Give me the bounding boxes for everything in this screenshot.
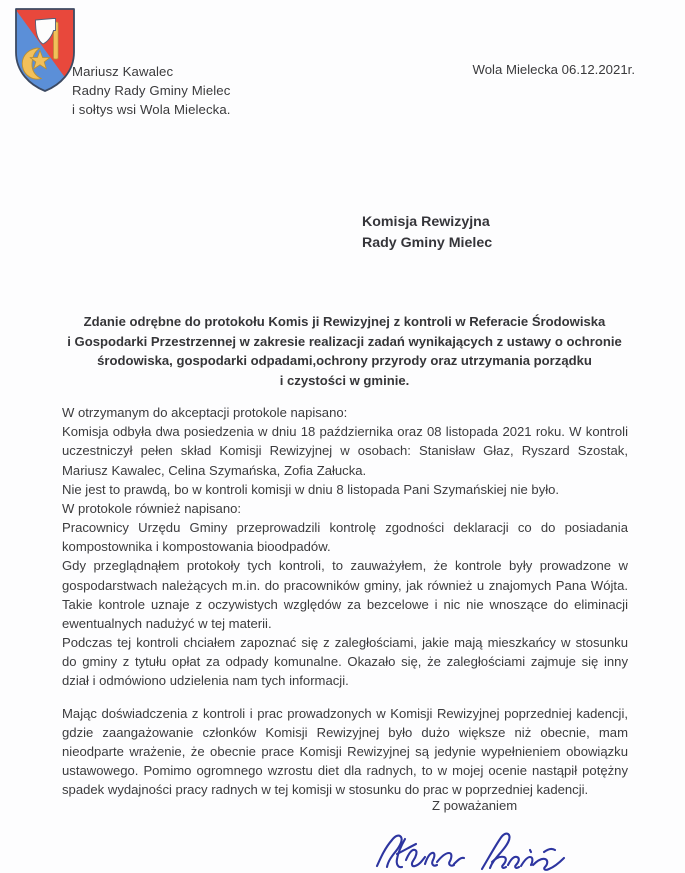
sender-name: Mariusz Kawalec xyxy=(72,64,174,79)
body-paragraph-1: W otrzymanym do akceptacji protokole napisano: xyxy=(62,405,348,420)
sender-role-line1: Radny Rady Gminy Mielec xyxy=(72,83,231,99)
document-body xyxy=(62,403,628,799)
place-and-date: Wola Mielecka 06.12.2021r. xyxy=(472,62,635,77)
body-paragraph-7: Podczas tej kontroli chciałem zapoznać się z zaległościami, jakie mają mieszkańcy w stosunku do gminy z tytułu opłat za odpady komunalne. Okazało się, że zaległościami zajmuje się inny dział i odmówiono udzielenia nam tych informacji. xyxy=(62,635,628,689)
sender-role-line2: i sołtys wsi Wola Mielecka. xyxy=(72,102,231,118)
closing-salutation: Z poważaniem xyxy=(432,798,518,813)
document-title-line2: i Gospodarki Przestrzennej w zakresie realizacji zadań wynikających z ustawy o ochronie xyxy=(67,333,622,349)
document-title xyxy=(62,312,627,390)
letterhead xyxy=(0,0,360,130)
body-paragraph-8: Mając doświadczenia z kontroli i prac prowadzonych w Komisji Rewizyjnej poprzedniej kadencji, gdzie zaangażowanie członków Komisji Rewizyjnej było dużo większe niż obecnie, mam nieodparte wrażenie, że obecnie prace Komisji Rewizyjnej są jedynie wypełnieniem obowiązku ustawowego. Pomimo ogromnego wzrostu diet dla radnych, to w mojej ocenie nastąpił potężny spadek wydajności pracy radnych w tej komisji w stosunku do prac w poprzedniej kadencji. xyxy=(62,705,628,798)
document-title-line1: Zdanie odrębne do protokołu Komis ji Rewizyjnej z kontroli w Referacie Środowiska xyxy=(83,314,606,329)
paragraph-spacer xyxy=(62,691,628,704)
signature-image xyxy=(372,826,587,873)
sender-block xyxy=(72,62,231,119)
body-paragraph-2: Komisja odbyła dwa posiedzenia w dniu 18 października oraz 08 listopada 2021 roku. W kontroli uczestniczył pełen skład Komisji Rewizyjnej w osobach: Stanisław Głaz, Ryszard Szostak, Mariusz Kawalec, Celina Szymańska, Zofia Załucka. xyxy=(62,424,628,478)
addressee-block xyxy=(362,212,492,255)
body-paragraph-5: Pracownicy Urzędu Gminy przeprowadzili kontrolę zgodności deklaracji co do posiadania kompostownika i kompostowania bioodpadów. xyxy=(62,520,628,555)
body-paragraph-6: Gdy przeglądnąłem protokoły tych kontroli, to zauważyłem, że kontrole były prowadzone w gospodarstwach należących m.in. do pracowników gminy, jak również u znajomych Pana Wójta. Takie kontrole uznaje z oczywistych względów za bezcelowe i nic nie wnoszące do eliminacji ewentualnych nadużyć w tej materii. xyxy=(62,558,628,631)
coat-of-arms-icon xyxy=(13,6,77,94)
document-title-line3: środowiska, gospodarki odpadami,ochrony przyrody oraz utrzymania porządku xyxy=(97,353,592,368)
addressee-line2: Rady Gminy Mielec xyxy=(362,235,493,252)
body-paragraph-4: W protokole również napisano: xyxy=(62,500,242,516)
body-paragraph-3: Nie jest to prawdą, bo w kontroli komisji w dniu 8 listopada Pani Szymańskiej nie było. xyxy=(62,481,560,497)
document-title-line4: i czystości w gminie. xyxy=(279,372,410,388)
addressee-line1: Komisja Rewizyjna xyxy=(362,214,490,230)
